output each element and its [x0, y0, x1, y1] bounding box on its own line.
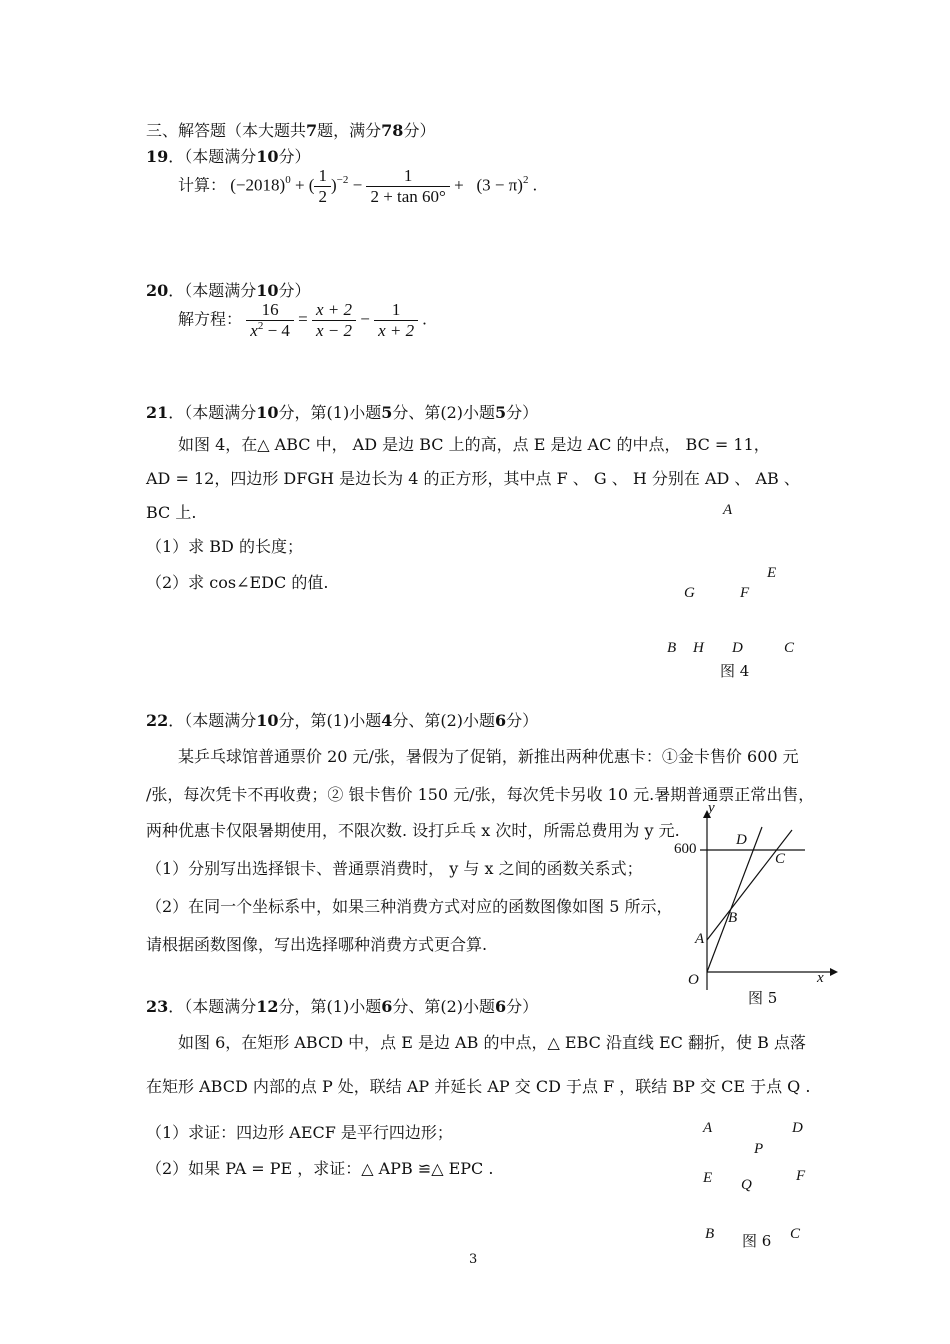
q19-half-fraction: $\frac{1}{2}$: [314, 166, 331, 207]
q19-header: 19．（本题满分10分）: [146, 147, 311, 166]
fig6-label-b: B: [705, 1226, 715, 1242]
q23-text-line2: 在矩形 ABCD 内部的点 P 处，联结 AP 并延长 AP 交 CD 于点 F ，联结 BP 交 CE 于点 Q .: [146, 1077, 811, 1096]
q22-header: 22．（本题满分10分，第(1)小题4分、第(2)小题6分）: [146, 711, 539, 730]
fig5-label-b: B: [728, 910, 738, 926]
fig4-label-d: D: [732, 640, 743, 656]
q20-equation: 解方程： $\frac{16}{x^2 - 4}$ = $\frac{x + 2}{x - 2}$ − $\frac{1}{x + 2}$ .: [178, 300, 427, 340]
q20-fraction-2: $\frac{x + 2}{x - 2}$: [312, 300, 356, 341]
q22-part2: （2）在同一个坐标系中，如果三种消费方式对应的函数图像如图 5 所示，: [146, 897, 673, 916]
q21-text-line2: AD = 12，四边形 DFGH 是边长为 4 的正方形，其中点 F 、 G 、 H 分别在 AD 、 AB 、: [146, 469, 800, 488]
fig4-label-g: G: [684, 585, 695, 601]
q23-text-line1: 如图 6，在矩形 ABCD 中，点 E 是边 AB 的中点，△ EBC 沿直线 EC 翻折，使 B 点落: [178, 1033, 806, 1052]
fig6-label-d: D: [792, 1120, 803, 1136]
q19-tan-fraction: $\frac{1}{2 + \tan 60^\circ}$: [366, 166, 449, 207]
page-number: 3: [469, 1252, 478, 1267]
q20-fraction-1: $\frac{16}{x^2 - 4}$: [246, 300, 294, 341]
fig5-x-arrow: [830, 968, 838, 976]
fig6-label-c: C: [790, 1226, 801, 1242]
q22-part3: 请根据函数图像，写出选择哪种消费方式更合算.: [146, 935, 488, 954]
fig6-label-a: A: [703, 1120, 713, 1136]
figure-5-graph: [660, 800, 850, 990]
fig6-label-f: F: [796, 1168, 806, 1184]
q23-part2: （2）如果 PA = PE ，求证：△ APB ≌△ EPC .: [146, 1159, 494, 1178]
fig5-label-x: x: [817, 970, 824, 986]
fig6-label-e: E: [703, 1170, 713, 1186]
q21-header: 21．（本题满分10分，第(1)小题5分、第(2)小题5分）: [146, 403, 539, 422]
fig5-label-o: O: [688, 972, 699, 988]
q19-expression: 计算： $(-2018)^0$ + ( $\frac{1}{2}$ )$^{-2}$ − $\frac{1}{2 + \tan 60^\circ}$ + $(3 - \pi)^2$ .: [178, 166, 537, 206]
fig4-label-c: C: [784, 640, 795, 656]
fig4-caption: 图 4: [720, 662, 750, 680]
fig6-label-p: P: [754, 1141, 764, 1157]
q22-text-line1: 某乒乓球馆普通票价 20 元/张，暑假为了促销，新推出两种优惠卡：①金卡售价 600 元: [178, 747, 799, 766]
fig5-label-y: y: [708, 800, 715, 816]
q21-part2: （2）求 cos∠EDC 的值.: [146, 573, 329, 592]
q21-text-line1: 如图 4，在△ ABC 中， AD 是边 BC 上的高，点 E 是边 AC 的中点， BC = 11，: [178, 435, 770, 454]
fig5-silver-card-line: [707, 830, 792, 940]
q22-part1: （1）分别写出选择银卡、普通票消费时， y 与 x 之间的函数关系式；: [146, 859, 643, 878]
q21-part1: （1）求 BD 的长度；: [146, 537, 303, 556]
q22-text-line3: 两种优惠卡仅限暑期使用，不限次数. 设打乒乓 x 次时，所需总费用为 y 元.: [146, 821, 680, 840]
section-heading: 三、解答题（本大题共7题，满分78分）: [146, 121, 436, 140]
fig6-label-q: Q: [741, 1177, 752, 1193]
q23-part1: （1）求证：四边形 AECF 是平行四边形；: [146, 1123, 453, 1142]
fig5-label-c: C: [775, 851, 786, 867]
fig5-caption: 图 5: [748, 989, 778, 1007]
fig5-label-600: 600: [674, 841, 697, 857]
fig5-label-a: A: [695, 931, 705, 947]
fig5-regular-ticket-line: [707, 827, 762, 972]
q22-text-line2: /张，每次凭卡不再收费；② 银卡售价 150 元/张，每次凭卡另收 10 元.暑期普通票正常出售，: [146, 785, 815, 804]
q21-text-line3: BC 上.: [146, 503, 197, 522]
fig5-label-d: D: [736, 832, 747, 848]
fig4-label-b: B: [667, 640, 677, 656]
fig4-label-e: E: [767, 565, 777, 581]
fig4-label-f: F: [740, 585, 750, 601]
fig4-label-a: A: [723, 502, 733, 518]
q20-fraction-3: $\frac{1}{x + 2}$: [374, 300, 418, 341]
fig6-caption: 图 6: [742, 1232, 772, 1250]
fig4-label-h: H: [693, 640, 704, 656]
q23-header: 23．（本题满分12分，第(1)小题6分、第(2)小题6分）: [146, 997, 539, 1016]
q20-header: 20．（本题满分10分）: [146, 281, 311, 300]
